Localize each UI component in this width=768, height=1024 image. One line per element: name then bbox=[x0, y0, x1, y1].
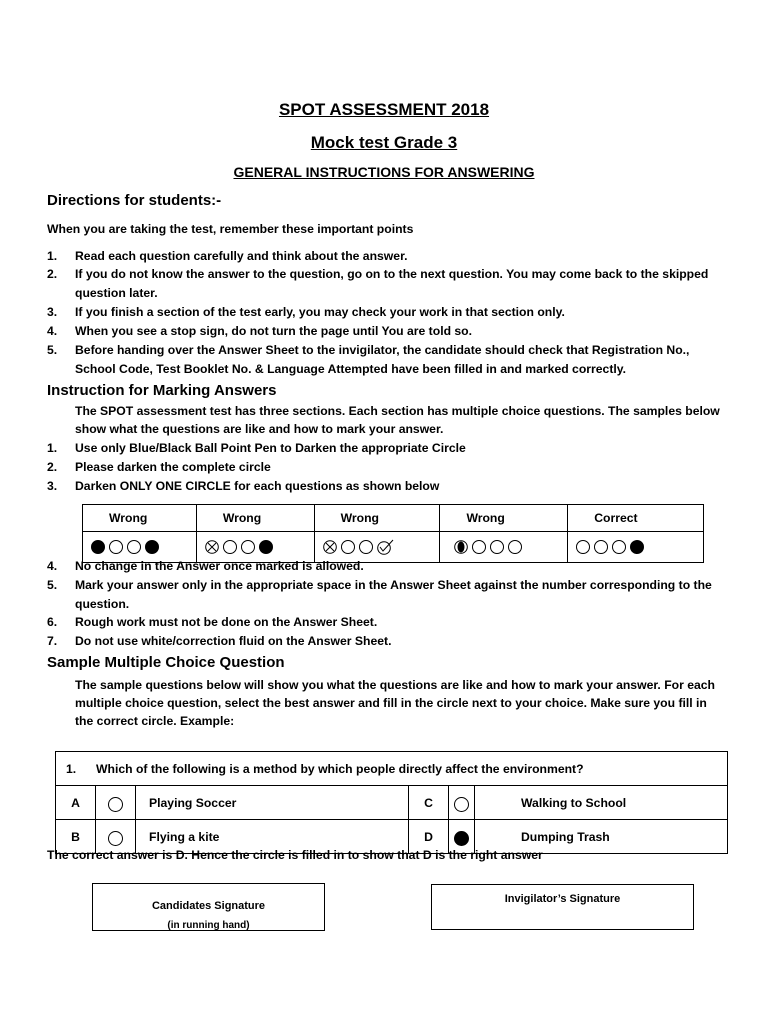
marking-examples-table bbox=[82, 504, 704, 563]
filled-circle bbox=[91, 540, 105, 554]
empty-circle bbox=[508, 540, 522, 554]
crossed-circle-icon bbox=[205, 540, 219, 554]
sample-question-table bbox=[55, 751, 728, 854]
option-text: Flying a kite bbox=[136, 820, 409, 854]
filled-circle bbox=[145, 540, 159, 554]
empty-circle bbox=[594, 540, 608, 554]
direction-item-5: 5. Before handing over the Answer Sheet to the invigilator, the candidate should check that Registration No., School Code, Test Booklet No. & Language Attempted have been filled in and marked correctly. bbox=[47, 343, 690, 376]
sample-heading: Sample Multiple Choice Question bbox=[47, 654, 285, 671]
section-title: GENERAL INSTRUCTIONS FOR ANSWERING bbox=[233, 164, 535, 180]
marking-item-2: 2. Please darken the complete circle bbox=[47, 460, 271, 474]
option-letter: C bbox=[409, 786, 449, 820]
document-subtitle: Mock test Grade 3 bbox=[310, 133, 458, 152]
empty-circle bbox=[241, 540, 255, 554]
partially-filled-circle-icon bbox=[454, 540, 468, 554]
empty-circle bbox=[108, 797, 123, 812]
filled-circle bbox=[259, 540, 273, 554]
empty-circle bbox=[359, 540, 373, 554]
candidate-signature-note: (in running hand) bbox=[167, 920, 250, 931]
empty-circle bbox=[108, 831, 123, 846]
empty-circle bbox=[454, 797, 469, 812]
question-text: Which of the following is a method by which people directly affect the environment? bbox=[96, 761, 584, 776]
candidate-signature-box bbox=[92, 883, 325, 931]
example-label: Correct bbox=[568, 505, 704, 532]
ticked-circle-icon bbox=[377, 539, 395, 555]
example-label: Wrong bbox=[314, 505, 440, 532]
invigilator-signature-box bbox=[431, 884, 694, 930]
marking-item-4: 4. No change in the Answer once marked is allowed. bbox=[47, 559, 364, 573]
empty-circle bbox=[341, 540, 355, 554]
marking-item-3: 3. Darken ONLY ONE CIRCLE for each questions as shown below bbox=[47, 479, 440, 493]
empty-circle bbox=[127, 540, 141, 554]
filled-circle bbox=[454, 831, 469, 846]
option-text: Walking to School bbox=[475, 786, 728, 820]
marking-item-5: 5. Mark your answer only in the appropriate space in the Answer Sheet against the number corresponding to the question. bbox=[47, 578, 712, 611]
invigilator-signature-label: Invigilator’s Signature bbox=[504, 893, 621, 905]
marking-intro: The SPOT assessment test has three sections. Each section has multiple choice questions. The samples below show what the questions are like and how to mark your answer. bbox=[75, 404, 720, 436]
marking-item-6: 6. Rough work must not be done on the Answer Sheet. bbox=[47, 615, 378, 629]
marking-item-7: 7. Do not use white/correction fluid on the Answer Sheet. bbox=[47, 634, 392, 648]
sample-intro: The sample questions below will show you what the questions are like and how to mark your answer. For each multiple choice question, select the best answer and fill in the circle next to your choice. Make sure you fill in the correct circle. Example: bbox=[75, 678, 715, 728]
option-letter: A bbox=[56, 786, 96, 820]
empty-circle bbox=[576, 540, 590, 554]
empty-circle bbox=[223, 540, 237, 554]
empty-circle bbox=[490, 540, 504, 554]
directions-intro: When you are taking the test, remember these important points bbox=[47, 222, 414, 236]
sample-result: The correct answer is D. Hence the circle is filled in to show that D is the right answer bbox=[47, 848, 543, 862]
filled-circle bbox=[630, 540, 644, 554]
option-letter: B bbox=[56, 820, 96, 854]
option-text: Playing Soccer bbox=[136, 786, 409, 820]
marking-item-1: 1. Use only Blue/Black Ball Point Pen to Darken the appropriate Circle bbox=[47, 441, 466, 455]
question-number: 1. bbox=[66, 761, 77, 776]
direction-item-1: 1. Read each question carefully and think about the answer. bbox=[47, 249, 408, 263]
example-label: Wrong bbox=[83, 505, 197, 532]
direction-item-3: 3. If you finish a section of the test early, you may check your work in that section only. bbox=[47, 305, 565, 319]
option-text: Dumping Trash bbox=[475, 820, 728, 854]
option-letter: D bbox=[409, 820, 449, 854]
empty-circle bbox=[109, 540, 123, 554]
example-label: Wrong bbox=[440, 505, 568, 532]
example-label: Wrong bbox=[196, 505, 314, 532]
option-circle bbox=[96, 786, 136, 820]
candidate-signature-label: Candidates Signature bbox=[151, 900, 266, 912]
question-row bbox=[56, 752, 728, 786]
marking-heading: Instruction for Marking Answers bbox=[47, 382, 277, 399]
direction-item-4: 4. When you see a stop sign, do not turn the page until You are told so. bbox=[47, 324, 473, 338]
option-circle bbox=[449, 786, 475, 820]
crossed-circle-icon bbox=[323, 540, 337, 554]
directions-heading: Directions for students:- bbox=[47, 192, 222, 209]
empty-circle bbox=[612, 540, 626, 554]
document-title: SPOT ASSESSMENT 2018 bbox=[278, 100, 490, 119]
direction-item-2: 2. If you do not know the answer to the question, go on to the next question. You may come back to the skipped question later. bbox=[47, 267, 709, 300]
empty-circle bbox=[472, 540, 486, 554]
